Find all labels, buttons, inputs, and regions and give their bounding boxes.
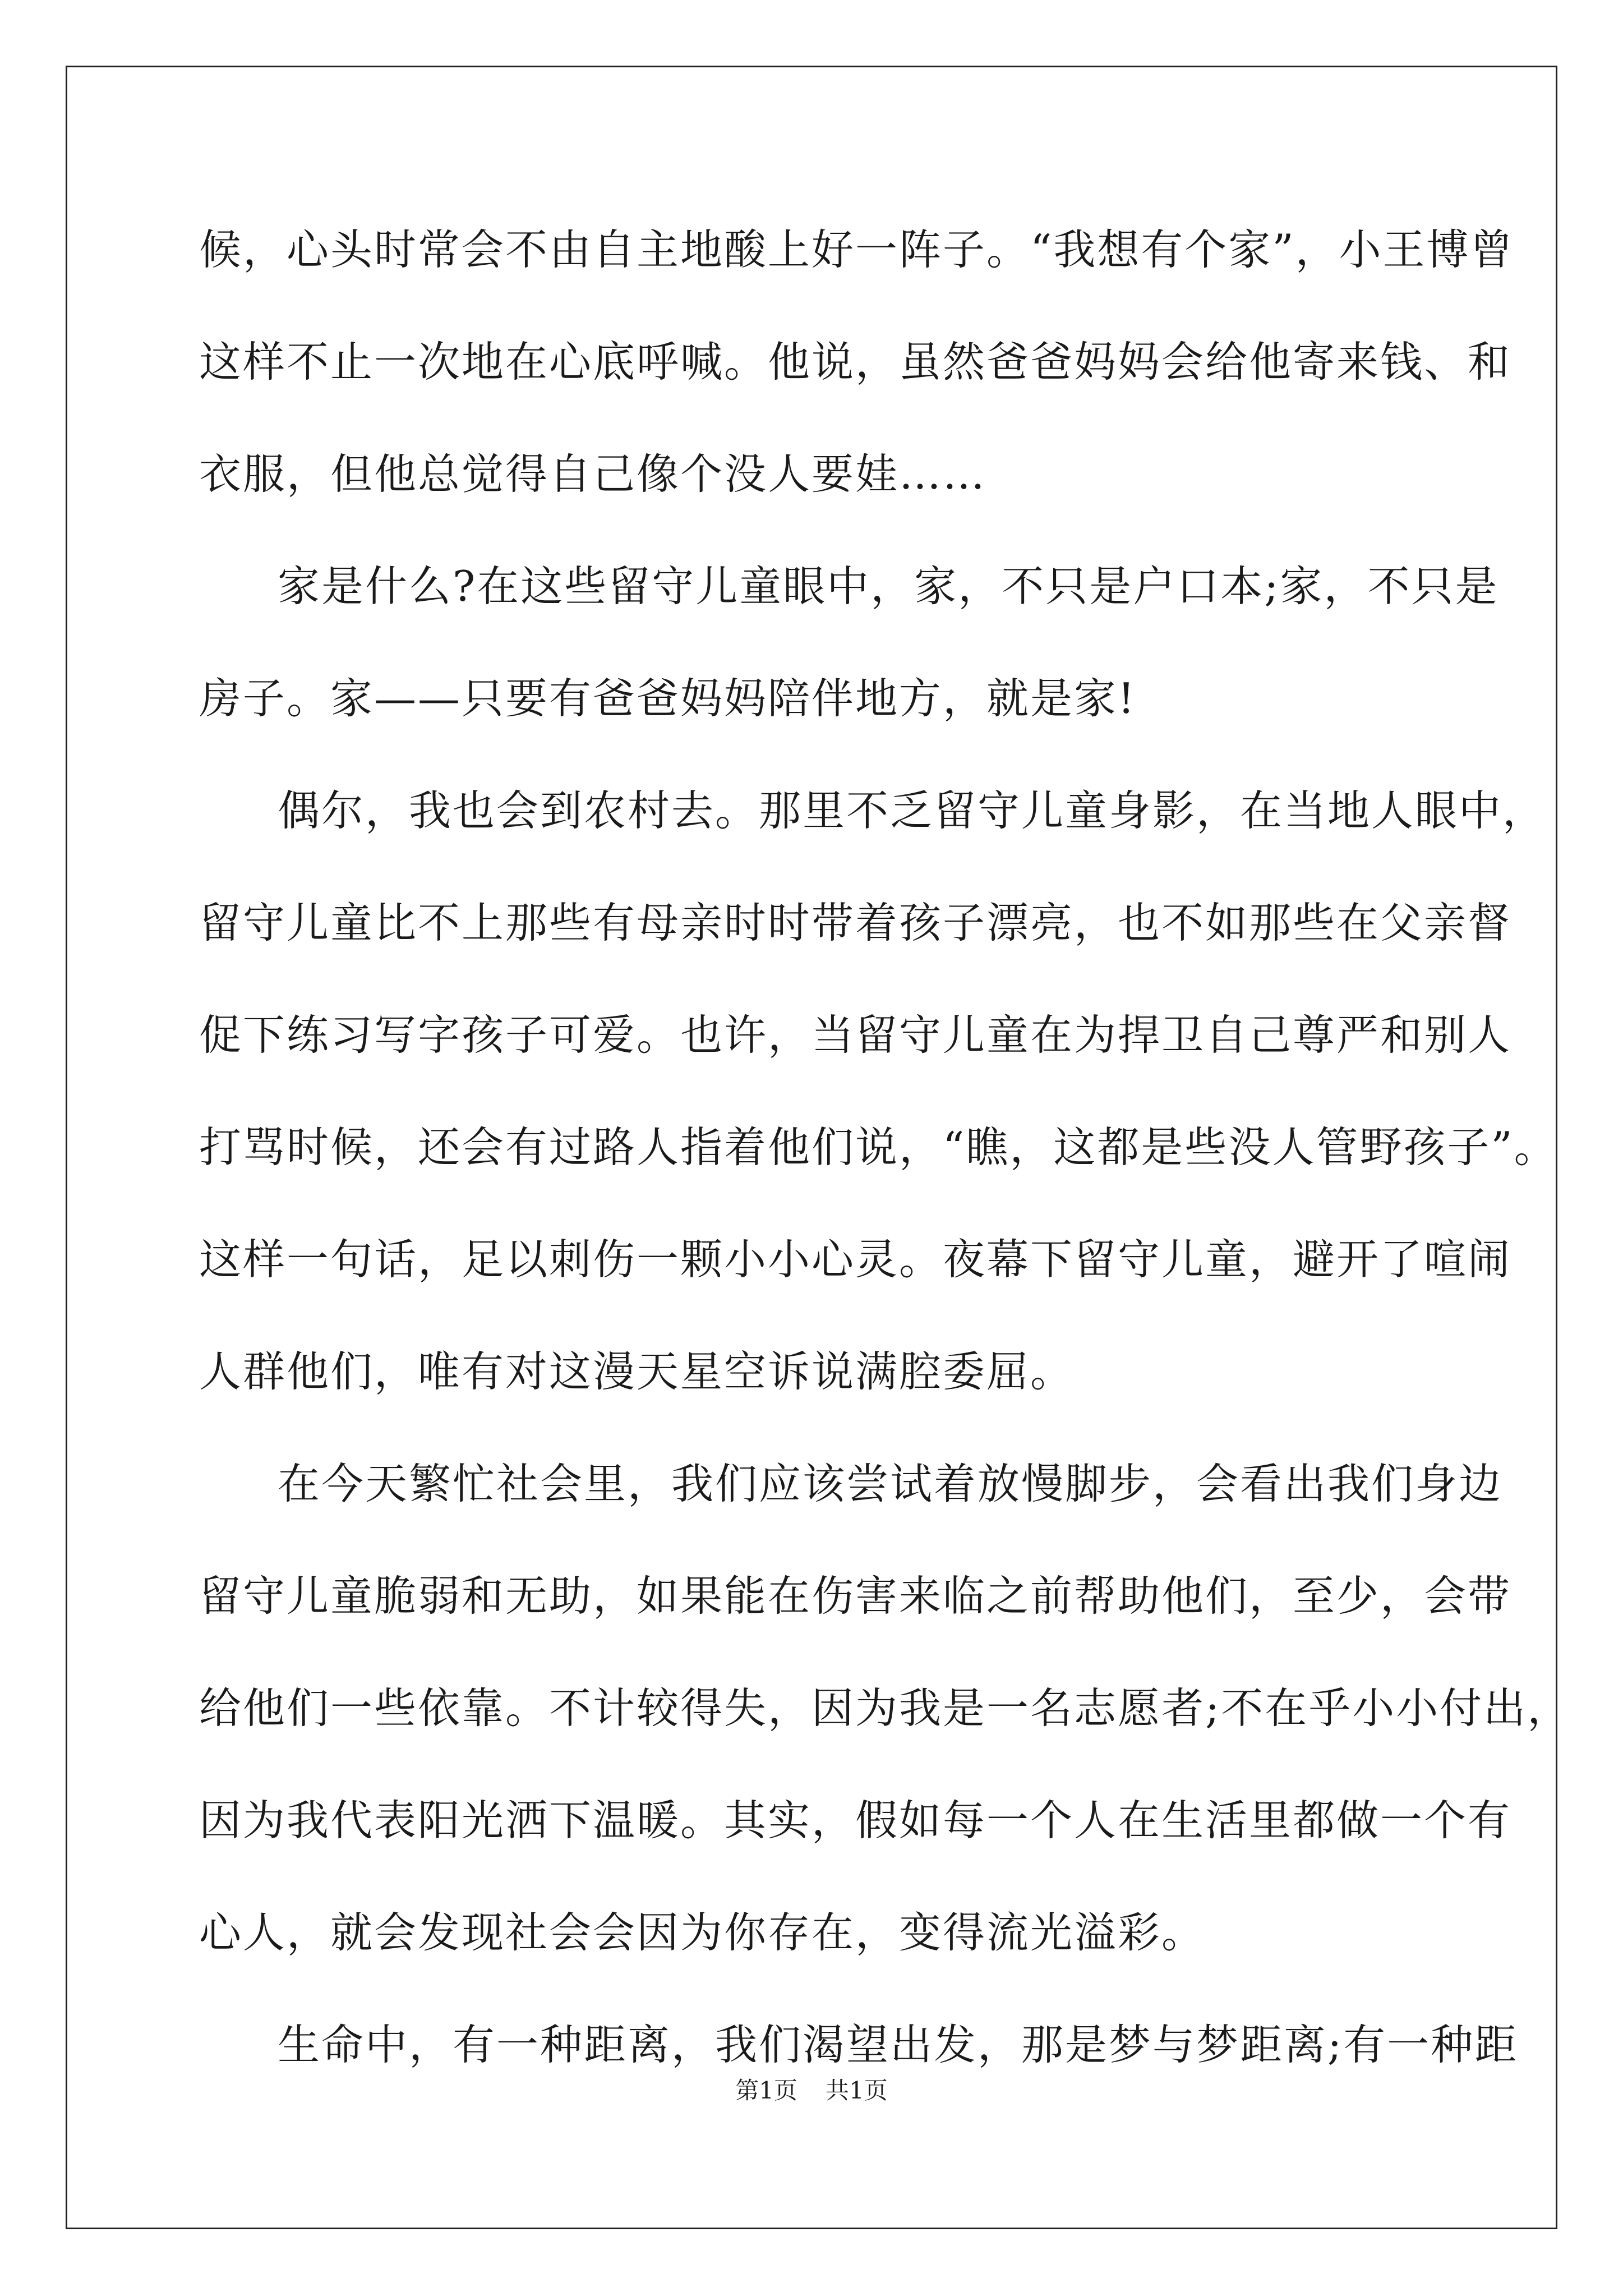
text-line: 这样不止一次地在心底呼喊。他说，虽然爸爸妈妈会给他寄来钱、和 bbox=[199, 337, 1512, 386]
paragraph-first-line: 家是什么?在这些留守儿童眼中，家，不只是户口本;家，不只是 bbox=[278, 562, 1499, 611]
page-footer bbox=[0, 2074, 1623, 2108]
text-line: 人群他们，唯有对这漫天星空诉说满腔委屈。 bbox=[199, 1347, 1075, 1396]
text-line: 这样一句话，足以刺伤一颗小小心灵。夜幕下留守儿童，避开了喧闹 bbox=[199, 1235, 1512, 1284]
text-line: 打骂时候，还会有过路人指着他们说，“瞧，这都是些没人管野孩子”。 bbox=[199, 1122, 1558, 1172]
paragraph-first-line: 在今天繁忙社会里，我们应该尝试着放慢脚步，会看出我们身边 bbox=[278, 1459, 1503, 1508]
paragraph-first-line: 偶尔，我也会到农村去。那里不乏留守儿童身影，在当地人眼中， bbox=[278, 786, 1547, 835]
text-line: 留守儿童脆弱和无助，如果能在伤害来临之前帮助他们，至少，会带 bbox=[199, 1571, 1512, 1621]
text-line: 候，心头时常会不由自主地酸上好一阵子。“我想有个家”，小王博曾 bbox=[199, 225, 1514, 274]
text-line: 促下练习写字孩子可爱。也许，当留守儿童在为捍卫自己尊严和别人 bbox=[199, 1010, 1512, 1060]
page-number: 第1页 bbox=[735, 2077, 797, 2104]
text-line: 房子。家——只要有爸爸妈妈陪伴地方，就是家! bbox=[199, 674, 1137, 723]
text-line: 衣服，但他总觉得自己像个没人要娃…… bbox=[199, 449, 987, 499]
text-line: 给他们一些依靠。不计较得失，因为我是一名志愿者;不在乎小小付出， bbox=[199, 1683, 1571, 1733]
text-line: 心人，就会发现社会会因为你存在，变得流光溢彩。 bbox=[199, 1908, 1206, 1957]
page-total: 共1页 bbox=[826, 2077, 888, 2104]
paragraph-first-line: 生命中，有一种距离，我们渴望出发，那是梦与梦距离;有一种距 bbox=[278, 2020, 1519, 2069]
text-line: 留守儿童比不上那些有母亲时时带着孩子漂亮，也不如那些在父亲督 bbox=[199, 898, 1512, 947]
text-line: 因为我代表阳光洒下温暖。其实，假如每一个人在生活里都做一个有 bbox=[199, 1796, 1512, 1845]
